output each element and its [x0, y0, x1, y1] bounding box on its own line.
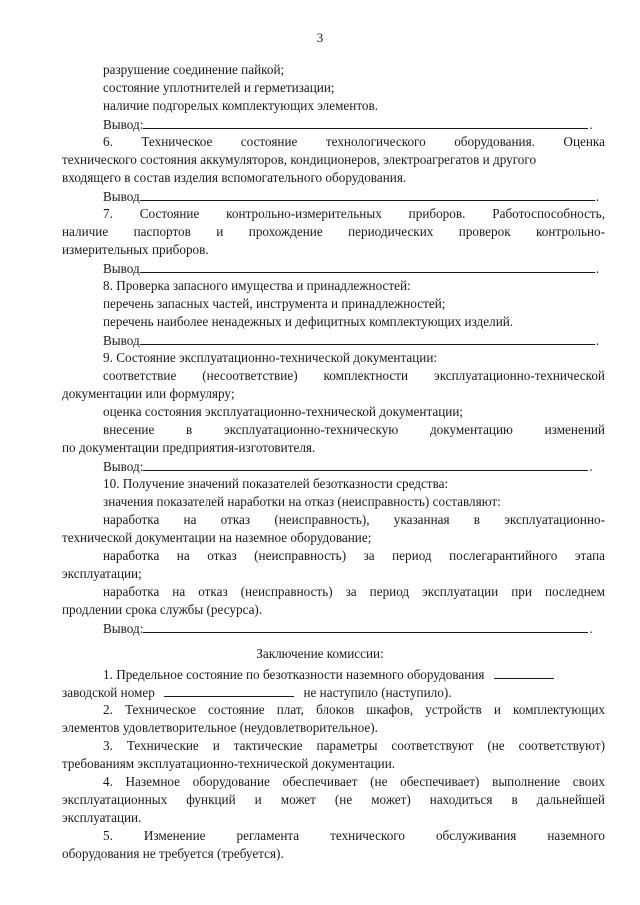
conclusion-label: Вывод: [103, 261, 140, 276]
text-line: элементов удовлетворительное (неудовлетворительное).: [62, 720, 378, 735]
conclusion-text: заводской номер: [62, 685, 155, 700]
text-line: 8. Проверка запасного имущества и принадлежностей:: [103, 278, 411, 293]
conclusion-line-6: [103, 620, 593, 637]
conclusion-text: 1. Предельное состояние по безотказности наземного оборудования: [103, 667, 485, 682]
conclusion-label: Вывод: [103, 333, 140, 348]
conclusion-label: Вывод: [103, 189, 140, 204]
text-line: наличие паспортов и прохождение периодических проверок контрольно-: [62, 224, 605, 239]
blank-line: [143, 116, 588, 129]
text-line: оборудования не требуется (требуется).: [62, 846, 284, 861]
text-line: внесение в эксплуатационно-техническую документацию изменений: [103, 422, 605, 437]
period: .: [595, 261, 600, 276]
period: .: [595, 189, 600, 204]
page-number: 3: [316, 30, 324, 45]
blank-line: [494, 666, 554, 679]
conclusion-line-2: [103, 188, 599, 205]
period: .: [589, 117, 593, 132]
text-line: по документации предприятия-изготовителя.: [62, 440, 316, 455]
text-line: 6. Техническое состояние технологического оборудования. Оценка: [103, 134, 605, 149]
text-line: разрушение соединение пайкой;: [103, 62, 285, 77]
conclusion-item-3: 3. Технические и тактические параметры соответствуют (не соответствуют): [103, 738, 605, 753]
text-line: эксплуатации;: [62, 566, 142, 581]
text-line: технического состояния аккумуляторов, кондиционеров, электроагрегатов и другого: [62, 152, 537, 167]
text-line: 9. Состояние эксплуатационно-технической документации:: [103, 350, 438, 365]
conclusion-item-5: 5. Изменение регламента технического обслуживания наземного: [103, 828, 605, 843]
text-line: состояние уплотнителей и герметизации;: [103, 80, 335, 95]
blank-line: [140, 188, 595, 201]
text-line: перечень наиболее ненадежных и дефицитных комплектующих изделий.: [103, 314, 514, 329]
blank-line: [140, 260, 595, 273]
conclusion-line-4: [103, 332, 599, 349]
text-line: эксплуатации.: [62, 810, 142, 825]
blank-line: [140, 332, 595, 345]
conclusion-line-3: [103, 260, 599, 277]
conclusion-item-1: [103, 666, 554, 683]
text-line: наработка на отказ (неисправность), указанная в эксплуатационно-: [103, 512, 605, 527]
conclusion-item-4: 4. Наземное оборудование обеспечивает (не обеспечивает) выполнение своих: [103, 774, 605, 789]
text-line: требованиям эксплуатационно-технической документации.: [62, 756, 396, 771]
conclusion-label: Вывод:: [103, 117, 144, 132]
blank-line: [143, 458, 588, 471]
conclusion-text: не наступило (наступило).: [303, 685, 452, 700]
text-line: входящего в состав изделия вспомогательного оборудования.: [62, 170, 407, 185]
text-line: значения показателей наработки на отказ (неисправность) составляют:: [103, 494, 501, 509]
conclusion-line-5: [103, 458, 593, 475]
period: .: [595, 333, 600, 348]
text-line: соответствие (несоответствие) комплектности эксплуатационно-технической: [103, 368, 605, 383]
text-line: перечень запасных частей, инструмента и принадлежностей;: [103, 296, 446, 311]
text-line: наработка на отказ (неисправность) за период послегарантийного этапа: [103, 548, 605, 563]
period: .: [589, 459, 593, 474]
text-line: 7. Состояние контрольно-измерительных приборов. Работоспособность,: [103, 206, 605, 221]
period: .: [589, 621, 593, 636]
conclusion-item-1-cont: [62, 684, 605, 701]
text-line: наличие подгорелых комплектующих элементов.: [103, 98, 379, 113]
blank-line: [143, 620, 588, 633]
serial-number-field[interactable]: [164, 684, 294, 697]
text-line: наработка на отказ (неисправность) за период эксплуатации при последнем: [103, 584, 605, 599]
conclusion-line-1: [103, 116, 593, 133]
text-line: оценка состояния эксплуатационно-технической документации;: [103, 404, 464, 419]
text-line: документации или формуляру;: [62, 386, 235, 401]
text-line: эксплуатационных функций и может (не может) находиться в дальнейшей: [62, 792, 605, 807]
text-line: 10. Получение значений показателей безотказности средства:: [103, 476, 449, 491]
commission-conclusion-title: Заключение комиссии:: [256, 646, 384, 661]
conclusion-label: Вывод:: [103, 459, 144, 474]
text-line: технической документации на наземное оборудование;: [62, 530, 372, 545]
text-line: продлении срока службы (ресурса).: [62, 602, 263, 617]
conclusion-label: Вывод:: [103, 621, 144, 636]
text-line: измерительных приборов.: [62, 242, 209, 257]
conclusion-item-2: 2. Техническое состояние плат, блоков шкафов, устройств и комплектующих: [103, 702, 605, 717]
